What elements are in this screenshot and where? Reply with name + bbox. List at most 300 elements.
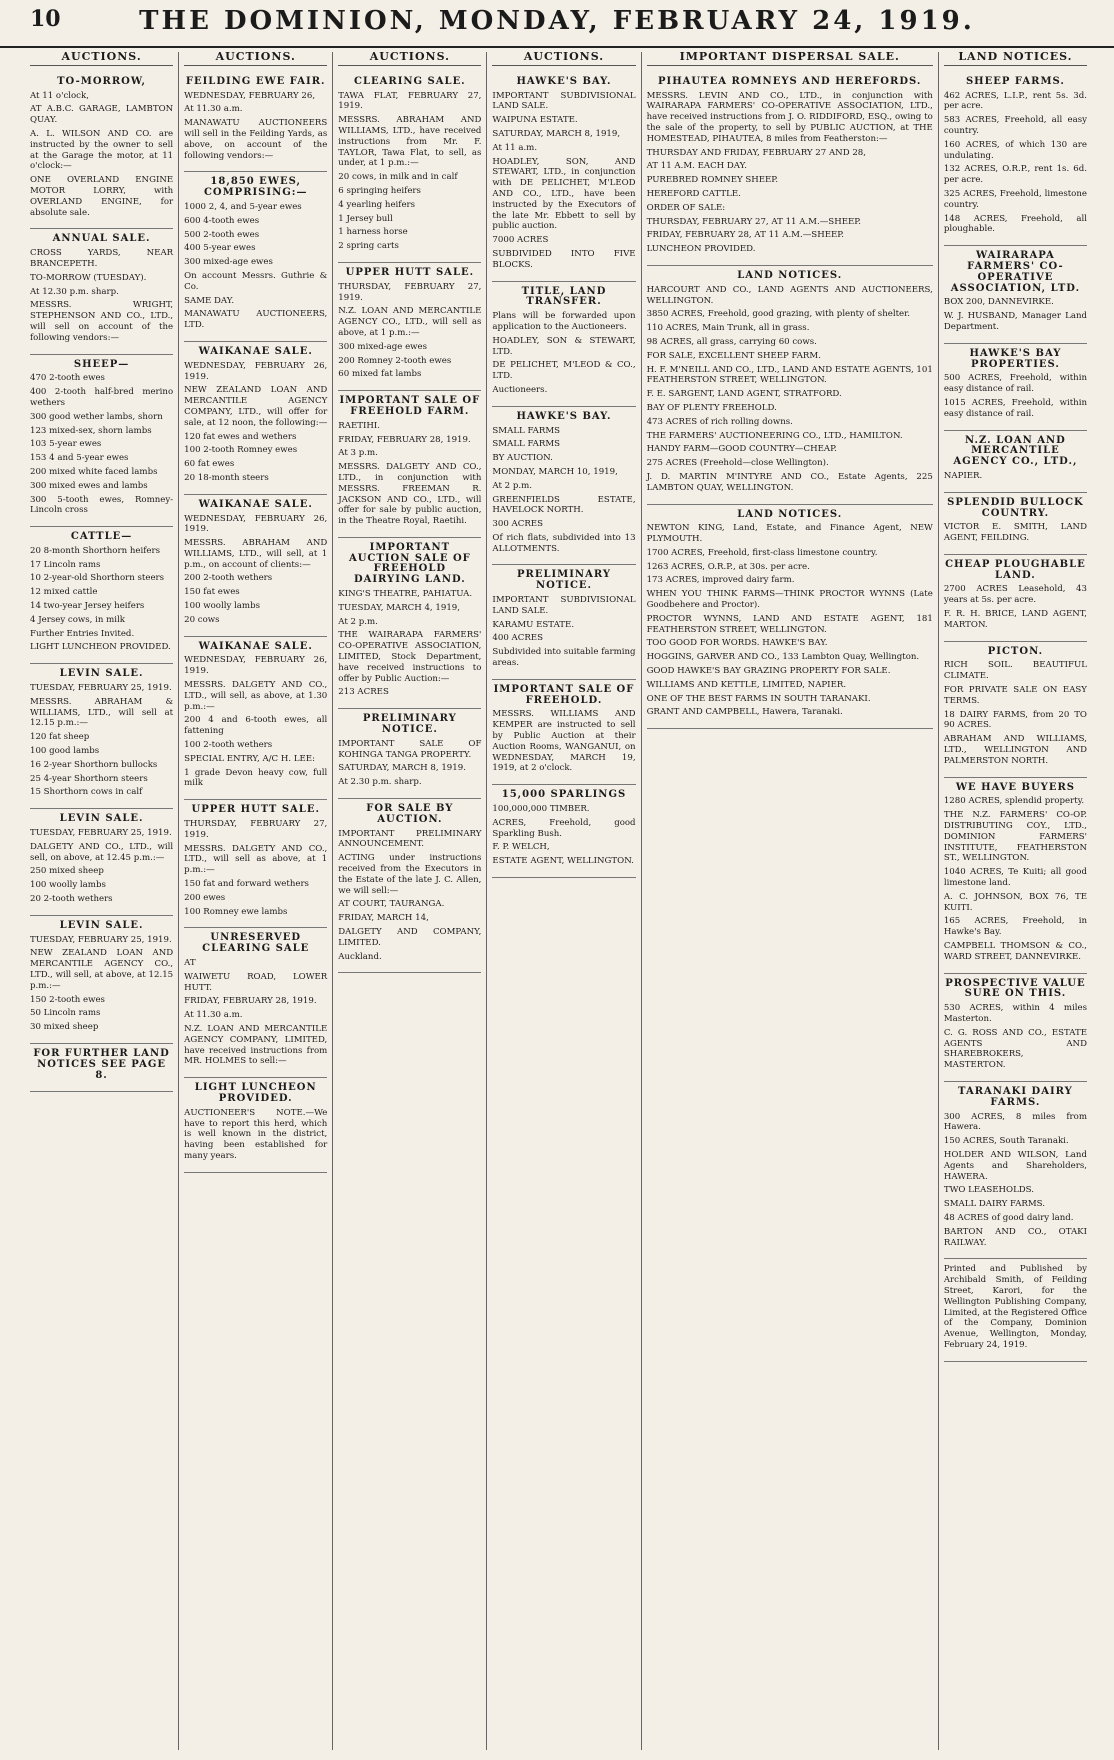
ad-text: 148 ACRES, Freehold, all ploughable. — [943, 213, 1087, 235]
ad-title: SPLENDID BULLOCK COUNTRY. — [947, 496, 1084, 519]
ad-text: NEW ZEALAND LOAN AND MERCANTILE AGENCY CO., LTD., will sell, at above, at 12.15 p.m.:— — [30, 948, 174, 991]
advertisement — [338, 263, 481, 391]
ad-title: HAWKE'S BAY. — [516, 410, 612, 422]
ad-text: TAWA FLAT, FEBRUARY 27, 1919. — [338, 90, 482, 112]
ad-text: NAPIER. — [943, 470, 983, 481]
ad-text: J. D. MARTIN M'INTYRE AND CO., Estate Agents, 225 LAMBTON QUAY, WELLINGTON. — [646, 471, 933, 493]
ad-text: SMALL DAIRY FARMS. — [943, 1199, 1045, 1210]
ad-title: CATTLE— — [70, 531, 133, 543]
ad-text: MONDAY, MARCH 10, 1919, — [492, 466, 618, 477]
ad-text: THURSDAY, FEBRUARY 27, 1919. — [184, 819, 328, 840]
ad-text: 120 fat sheep — [30, 732, 90, 743]
ad-text: 160 ACRES, of which 130 are undulating. — [943, 139, 1087, 161]
advertisement — [944, 778, 1087, 974]
ad-title: UNRESERVED CLEARING SALE — [202, 932, 310, 955]
ad-text: NEW ZEALAND LOAN AND MERCANTILE AGENCY COMPANY, LTD., will offer for sale, at 12 noon, the following:— — [184, 385, 328, 428]
ad-text: 150 ACRES, South Taranaki. — [943, 1136, 1069, 1147]
ad-text: DE PELICHET, M'LEOD & CO., LTD. — [492, 360, 636, 382]
ad-title: CHEAP PLOUGHABLE LAND. — [945, 558, 1086, 581]
ad-text: 123 mixed-sex, shorn lambs — [30, 425, 152, 436]
advertisement — [184, 72, 327, 173]
ad-text: At 2.30 p.m. sharp. — [338, 777, 422, 788]
ad-text: TUESDAY, FEBRUARY 25, 1919. — [30, 934, 172, 945]
ad-text: TWO LEASEHOLDS. — [943, 1185, 1034, 1196]
ad-text: LUNCHEON PROVIDED. — [646, 244, 756, 255]
column-3 — [333, 52, 487, 1750]
ad-text: HOLDER AND WILSON, Land Agents and Shareholders, HAWERA. — [943, 1149, 1087, 1182]
ad-title: UPPER HUTT SALE. — [191, 804, 320, 816]
ad-title: WAIKANAE SALE. — [198, 498, 313, 510]
ad-title: UPPER HUTT SALE. — [345, 266, 475, 278]
ad-title: PROSPECTIVE VALUE SURE ON THIS. — [945, 977, 1086, 1000]
advertisement — [30, 664, 173, 809]
advertisement — [647, 505, 933, 730]
ad-text: 150 fat and forward wethers — [184, 879, 309, 890]
ad-text: 12 mixed cattle — [30, 587, 98, 598]
ad-title: TO-MORROW, — [57, 75, 147, 87]
column-heading: IMPORTANT DISPERSAL SALE. — [647, 52, 933, 66]
ad-text: PUREBRED ROMNEY SHEEP. — [646, 175, 779, 186]
ad-text: KING'S THEATRE, PAHIATUA. — [338, 589, 473, 600]
ad-text: ONE OVERLAND ENGINE MOTOR LORRY, with OVERLAND ENGINE, for absolute sale. — [30, 175, 174, 218]
ad-text: 300 mixed-age ewes — [184, 257, 273, 268]
ad-title: HAWKE'S BAY. — [516, 75, 612, 87]
ad-text: At 11 a.m. — [492, 142, 538, 153]
ad-text: 10 2-year-old Shorthorn steers — [30, 573, 165, 584]
ad-text: 18 DAIRY FARMS, from 20 TO 90 ACRES. — [943, 709, 1087, 731]
ad-text: 25 4-year Shorthorn steers — [30, 773, 148, 784]
advertisement — [30, 527, 173, 664]
ad-text: VICTOR E. SMITH, LAND AGENT, FEILDING. — [943, 522, 1087, 544]
advertisement — [944, 1259, 1087, 1361]
ad-text: WAIWETU ROAD, LOWER HUTT. — [184, 971, 328, 993]
ad-text: 17 Lincoln rams — [30, 559, 101, 570]
ad-text: ESTATE AGENT, WELLINGTON. — [492, 856, 634, 867]
ad-text: 60 fat ewes — [184, 459, 235, 470]
ad-title: CLEARING SALE. — [354, 75, 466, 87]
ad-text: 14 two-year Jersey heifers — [30, 601, 145, 612]
ad-text: 200 4 and 6-tooth ewes, all fattening — [184, 715, 328, 737]
ad-text: H. F. M'NEILL AND CO., LTD., LAND AND ESTATE AGENTS, 101 FEATHERSTON STREET, WELLINGTON. — [646, 364, 933, 386]
advertisement — [30, 355, 173, 528]
ad-text: MANAWATU AUCTIONEERS, LTD. — [184, 309, 328, 331]
ad-text: NEWTON KING, Land, Estate, and Finance Agent, NEW PLYMOUTH. — [646, 523, 933, 545]
ad-text: HOADLEY, SON & STEWART, LTD. — [492, 335, 636, 357]
ad-title: PICTON. — [987, 645, 1044, 657]
ad-text: IMPORTANT SUBDIVISIONAL LAND SALE. — [492, 595, 636, 616]
ad-text: 100,000,000 TIMBER. — [492, 804, 590, 815]
ad-text: 100 Romney ewe lambs — [184, 906, 288, 917]
ad-text: 300 5-tooth ewes, Romney-Lincoln cross — [30, 494, 174, 516]
ad-text: MESSRS. ABRAHAM AND WILLIAMS, LTD., have received instructions from Mr. F. TAYLOR, Tawa Flat, to sell, as under, at 1 p.m.:— — [338, 115, 482, 169]
ad-text: 250 mixed sheep — [30, 866, 104, 877]
ad-text: 500 2-tooth ewes — [184, 229, 260, 240]
advertisement — [944, 642, 1087, 778]
advertisement — [338, 799, 481, 973]
ad-text: RICH SOIL. BEAUTIFUL CLIMATE. — [943, 660, 1087, 682]
ad-text: 100 woolly lambs — [30, 880, 106, 891]
ad-text: HARCOURT AND CO., LAND AGENTS AND AUCTIONEERS, WELLINGTON. — [646, 284, 933, 306]
advertisement — [944, 431, 1087, 493]
ad-title: LEVIN SALE. — [59, 813, 144, 825]
ad-title: ANNUAL SALE. — [52, 233, 151, 245]
ad-text: SUBDIVIDED INTO FIVE BLOCKS. — [492, 248, 636, 270]
ad-text: AT 11 A.M. EACH DAY. — [646, 161, 747, 172]
ad-text: 300 ACRES — [492, 519, 543, 530]
ad-text: 153 4 and 5-year ewes — [30, 453, 129, 464]
ad-text: N.Z. LOAN AND MERCANTILE AGENCY COMPANY, LIMITED, have received instructions from MR. HOLMES to sell:— — [184, 1023, 328, 1067]
advertisement — [338, 709, 481, 799]
ad-text: FRIDAY, FEBRUARY 28, 1919. — [338, 434, 471, 445]
ad-text: 1 harness horse — [338, 227, 408, 238]
advertisement — [944, 1082, 1087, 1259]
masthead — [0, 0, 1114, 48]
ad-text: 60 mixed fat lambs — [338, 369, 422, 380]
column-heading: AUCTIONS. — [30, 52, 173, 66]
ad-text: BY AUCTION. — [492, 453, 553, 464]
ad-text: At 12.30 p.m. sharp. — [30, 286, 119, 297]
advertisement — [492, 680, 635, 785]
ad-title: TARANAKI DAIRY FARMS. — [958, 1085, 1073, 1108]
ad-text: 7000 ACRES — [492, 235, 549, 246]
ad-text: Printed and Published by Archibald Smith, of Feilding Street, Karori, for the Wellington Publishing Company, Limited, at the Registered Office of the Company, Dominion Avenue, Wellington, Monday, February 24, 1919. — [943, 1264, 1087, 1350]
ad-text: Auckland. — [338, 951, 382, 962]
ad-title: FEILDING EWE FAIR. — [185, 75, 326, 87]
ad-text: FRIDAY, MARCH 14, — [338, 913, 429, 924]
advertisement — [184, 1078, 327, 1173]
ad-text: TOO GOOD FOR WORDS. HAWKE'S BAY. — [646, 638, 828, 649]
advertisement — [944, 974, 1087, 1082]
ad-text: ORDER OF SALE: — [646, 202, 726, 213]
ad-text: SMALL FARMS — [492, 439, 561, 450]
ad-text: 1000 2, 4, and 5-year ewes — [184, 201, 302, 212]
column-4 — [487, 52, 641, 1750]
ad-text: KARAMU ESTATE. — [492, 619, 575, 630]
ad-text: TUESDAY, MARCH 4, 1919, — [338, 602, 461, 613]
advertisement — [30, 916, 173, 1044]
ad-text: Of rich flats, subdivided into 13 ALLOTMENTS. — [492, 532, 636, 554]
ad-text: 100 woolly lambs — [184, 601, 260, 612]
advertisement — [944, 72, 1087, 246]
advertisement — [30, 1044, 173, 1092]
ad-text: 4 yearling heifers — [338, 199, 416, 210]
ad-title: 15,000 SPARLINGS — [501, 789, 627, 801]
ad-text: AT A.B.C. GARAGE, LAMBTON QUAY. — [30, 104, 174, 126]
ad-text: THE FARMERS' AUCTIONEERING CO., LTD., HAMILTON. — [646, 430, 903, 441]
ad-text: 48 ACRES of good dairy land. — [943, 1212, 1074, 1223]
ad-text: 16 2-year Shorthorn bullocks — [30, 759, 158, 770]
ad-text: 200 2-tooth wethers — [184, 573, 273, 584]
ad-title: PRELIMINARY NOTICE. — [362, 713, 457, 736]
ad-title: FOR FURTHER LAND NOTICES SEE PAGE 8. — [33, 1047, 170, 1081]
ad-text: HANDY FARM—GOOD COUNTRY—CHEAP. — [646, 444, 837, 455]
ad-text: 200 Romney 2-tooth ewes — [338, 355, 452, 366]
advertisement — [647, 72, 933, 266]
advertisement — [30, 72, 173, 230]
ad-text: At 11.30 a.m. — [184, 1010, 243, 1021]
ad-text: SMALL FARMS — [492, 425, 561, 436]
ad-text: 20 18-month steers — [184, 472, 269, 483]
column-6 — [939, 52, 1092, 1750]
ad-title: IMPORTANT SALE OF FREEHOLD FARM. — [339, 395, 481, 417]
advertisement — [338, 391, 481, 538]
ad-title: HAWKE'S BAY PROPERTIES. — [969, 347, 1062, 370]
ad-text: 462 ACRES, L.I.P., rent 5s. 3d. per acre. — [943, 90, 1087, 112]
ad-text: 50 Lincoln rams — [30, 1008, 101, 1019]
ad-title: LIGHT LUNCHEON PROVIDED. — [194, 1082, 317, 1104]
column-heading: LAND NOTICES. — [944, 52, 1087, 66]
ad-text: SATURDAY, MARCH 8, 1919, — [492, 128, 621, 139]
ad-title: SHEEP— — [73, 358, 130, 370]
column-2 — [179, 52, 333, 1750]
ad-text: MESSRS. ABRAHAM AND WILLIAMS, LTD., will sell, at 1 p.m., on account of clients:— — [184, 538, 328, 570]
ad-text: 4 Jersey cows, in milk — [30, 614, 126, 625]
ad-text: BAY OF PLENTY FREEHOLD. — [646, 402, 777, 413]
ad-title: IMPORTANT AUCTION SALE OF FREEHOLD DAIRYING LAND. — [348, 541, 471, 586]
ad-title: LAND NOTICES. — [737, 508, 843, 520]
ad-text: Plans will be forwarded upon application to the Auctioneers. — [492, 311, 636, 332]
ad-text: MESSRS. DALGETY AND CO., LTD., in conjunction with MESSRS. FREEMAN R. JACKSON AND CO., LTD., will offer for sale by public auction, in the Theatre Royal, Raetihi. — [338, 462, 482, 527]
ad-title: N.Z. LOAN AND MERCANTILE AGENCY CO., LTD., — [953, 434, 1078, 468]
ad-text: SPECIAL ENTRY, A/C H. LEE: — [184, 753, 315, 764]
advertisement — [184, 637, 327, 801]
ad-text: 400 ACRES — [492, 633, 543, 644]
ad-text: A. C. JOHNSON, BOX 76, TE KUITI. — [943, 891, 1087, 913]
advertisement — [492, 282, 635, 407]
ad-text: F. P. WELCH, — [492, 842, 550, 853]
ad-text: ONE OF THE BEST FARMS IN SOUTH TARANAKI. — [646, 693, 871, 704]
ad-text: SAME DAY. — [184, 295, 235, 306]
ad-text: 300 mixed ewes and lambs — [30, 480, 148, 491]
ad-text: MESSRS. DALGETY AND CO., LTD., will sell as above, at 1 p.m.:— — [184, 843, 328, 876]
column-heading: AUCTIONS. — [184, 52, 327, 66]
ad-text: PROCTOR WYNNS, LAND AND ESTATE AGENT, 181 FEATHERSTON STREET, WELLINGTON. — [646, 613, 933, 635]
ad-text: FOR PRIVATE SALE ON EASY TERMS. — [943, 685, 1087, 706]
ad-text: WEDNESDAY, FEBRUARY 26, — [184, 90, 316, 101]
column-5 — [642, 52, 939, 1750]
ad-text: Further Entries Invited. — [30, 628, 135, 639]
ad-text: WEDNESDAY, FEBRUARY 26, 1919. — [184, 360, 328, 382]
ad-text: 1263 ACRES, O.R.P., at 30s. per acre. — [646, 561, 810, 572]
ad-text: 470 2-tooth ewes — [30, 373, 105, 384]
ad-text: GRANT AND CAMPBELL, Hawera, Taranaki. — [646, 707, 843, 718]
ad-text: LIGHT LUNCHEON PROVIDED. — [30, 642, 171, 653]
ad-text: 530 ACRES, within 4 miles Masterton. — [943, 1003, 1087, 1024]
ad-text: MESSRS. WILLIAMS AND KEMPER are instructed to sell by Public Auction at their Auction Rooms, WANGANUI, on WEDNESDAY, MARCH 19, 1919, at 2 o'clock. — [492, 709, 636, 774]
ad-text: WEDNESDAY, FEBRUARY 26, 1919. — [184, 513, 328, 535]
ad-text: MESSRS. LEVIN AND CO., LTD., in conjunction with WAIRARAPA FARMERS' CO-OPERATIVE ASSOCIATION, LTD., have received instructions from J. O. RIDDIFORD, ESQ., owing to the sale of the property, to sell by PUBLIC AUCTION, at THE HOMESTEAD, PIHAUTEA, 8 miles from Featherston:— — [646, 90, 933, 144]
ad-text: 100 good lambs — [30, 746, 100, 757]
ad-text: TUESDAY, FEBRUARY 25, 1919. — [30, 828, 172, 839]
ad-title: TITLE, LAND TRANSFER. — [521, 285, 607, 308]
ad-text: At 2 p.m. — [338, 616, 378, 627]
ad-title: 18,850 EWES, COMPRISING:— — [203, 176, 308, 199]
advertisement — [944, 555, 1087, 642]
ad-text: 165 ACRES, Freehold, in Hawke's Bay. — [943, 916, 1087, 938]
ad-text: THURSDAY AND FRIDAY, FEBRUARY 27 AND 28, — [646, 147, 866, 158]
ad-title: PIHAUTEA ROMNEYS AND HEREFORDS. — [658, 75, 922, 87]
ad-text: 1700 ACRES, Freehold, first-class limestone country. — [646, 547, 878, 558]
ad-text: CAMPBELL THOMSON & CO., WARD STREET, DANNEVIRKE. — [943, 941, 1087, 962]
ad-text: 1015 ACRES, Freehold, within easy distance of rail. — [943, 397, 1087, 419]
ad-text: MESSRS. ABRAHAM & WILLIAMS, LTD., will sell at 12.15 p.m.:— — [30, 696, 174, 729]
ad-text: 473 ACRES of rich rolling downs. — [646, 416, 793, 427]
ad-text: FRIDAY, FEBRUARY 28, 1919. — [184, 996, 317, 1007]
ad-title: LEVIN SALE. — [59, 919, 144, 931]
ad-text: 325 ACRES, Freehold, limestone country. — [943, 188, 1087, 210]
ad-text: RAETIHI. — [338, 420, 380, 431]
ad-text: HOGGINS, GARVER AND CO., 133 Lambton Quay, Wellington. — [646, 652, 920, 663]
ad-text: 600 4-tooth ewes — [184, 215, 260, 226]
ad-text: 1 Jersey bull — [338, 213, 393, 224]
column-heading: AUCTIONS. — [338, 52, 481, 66]
ad-text: F. E. SARGENT, LAND AGENT, STRATFORD. — [646, 389, 842, 400]
ad-title: LEVIN SALE. — [59, 668, 144, 680]
column-1 — [25, 52, 179, 1750]
ad-text: AUCTIONEER'S NOTE.—We have to report this herd, which is well known in the district, having been established for many years. — [184, 1107, 328, 1161]
advertisement — [184, 928, 327, 1078]
ad-text: 2700 ACRES Leasehold, 43 years at 5s. per acre. — [943, 584, 1087, 606]
ad-text: At 11.30 a.m. — [184, 104, 243, 115]
ad-text: TO-MORROW (TUESDAY). — [30, 272, 147, 283]
ad-text: MANAWATU AUCTIONEERS will sell in the Feilding Yards, as above, on account of the following vendors:— — [184, 118, 328, 161]
ad-text: N.Z. LOAN AND MERCANTILE AGENCY CO., LTD., will sell as above, at 1 p.m.:— — [338, 306, 482, 338]
advertisement — [647, 266, 933, 505]
ad-title: FOR SALE BY AUCTION. — [366, 803, 454, 825]
ad-text: GREENFIELDS ESTATE, HAVELOCK NORTH. — [492, 494, 636, 516]
ad-text: 150 fat ewes — [184, 587, 240, 598]
ad-text: 500 ACRES, Freehold, within easy distance of rail. — [943, 373, 1087, 395]
advertisement — [944, 493, 1087, 555]
ad-text: THE WAIRARAPA FARMERS' CO-OPERATIVE ASSOCIATION, LIMITED, Stock Department, have received instructions to offer by Public Auction:— — [338, 630, 482, 684]
ad-text: 213 ACRES — [338, 687, 389, 698]
ad-text: ABRAHAM AND WILLIAMS, LTD., WELLINGTON AND PALMERSTON NORTH. — [943, 734, 1087, 766]
ad-title: IMPORTANT SALE OF FREEHOLD. — [493, 683, 635, 706]
ad-text: W. J. HUSBAND, Manager Land Department. — [943, 311, 1087, 332]
ad-title: WAIRARAPA FARMERS' CO-OPERATIVE ASSOCIATION, LTD. — [950, 250, 1081, 294]
column-heading: AUCTIONS. — [492, 52, 635, 66]
ad-text: 100 2-tooth Romney ewes — [184, 445, 298, 456]
advertisement — [944, 344, 1087, 431]
ad-text: 150 2-tooth ewes — [30, 994, 105, 1005]
ad-text: 583 ACRES, Freehold, all easy country. — [943, 115, 1087, 136]
ad-text: 100 2-tooth wethers — [184, 740, 273, 751]
ad-text: 1280 ACRES, splendid property. — [943, 796, 1085, 807]
ad-text: HOADLEY, SON, AND STEWART, LTD., in conjunction with DE PELICHET, M'LEOD AND CO., LTD., have been instructed by the Executors of the late Mr. Ebbett to sell by public auction. — [492, 156, 636, 232]
advertisement — [30, 809, 173, 916]
ad-text: A. L. WILSON AND CO. are instructed by the owner to sell at the Garage the motor, at 11 o'clock:— — [30, 128, 174, 172]
ad-text: 20 8-month Shorthorn heifers — [30, 545, 161, 556]
ad-text: 173 ACRES, improved dairy farm. — [646, 575, 795, 586]
advertisement — [338, 72, 481, 263]
ad-text: 200 ewes — [184, 892, 226, 903]
ad-text: At 2 p.m. — [492, 480, 532, 491]
ad-text: 120 fat ewes and wethers — [184, 431, 297, 442]
ad-text: 400 5-year ewes — [184, 243, 256, 254]
ad-text: WHEN YOU THINK FARMS—THINK PROCTOR WYNNS (Late Goodbehere and Proctor). — [646, 589, 933, 611]
ad-text: IMPORTANT PRELIMINARY ANNOUNCEMENT. — [338, 828, 482, 850]
ad-text: FRIDAY, FEBRUARY 28, AT 11 A.M.—SHEEP. — [646, 230, 845, 241]
columns — [25, 52, 1092, 1750]
ad-text: 2 spring carts — [338, 241, 399, 252]
advertisement — [492, 407, 635, 566]
ad-text: AT — [184, 958, 196, 968]
advertisement — [338, 538, 481, 709]
ad-text: 1040 ACRES, Te Kuiti; all good limestone land. — [943, 867, 1087, 889]
ad-title: WE HAVE BUYERS — [955, 781, 1075, 793]
advertisement — [492, 785, 635, 878]
ad-text: 20 cows, in milk and in calf — [338, 172, 458, 183]
page-number: 10 — [30, 6, 61, 32]
advertisement — [184, 495, 327, 637]
ad-text: THE N.Z. FARMERS' CO-OP. DISTRIBUTING COY., LTD., DOMINION FARMERS' INSTITUTE, FEATHERSTON ST., WELLINGTON. — [943, 810, 1087, 864]
advertisement — [184, 800, 327, 928]
ad-text: HEREFORD CATTLE. — [646, 188, 741, 199]
ad-text: ACRES, Freehold, good Sparkling Bush. — [492, 817, 636, 839]
ad-text: 103 5-year ewes — [30, 439, 102, 450]
ad-title: LAND NOTICES. — [737, 269, 843, 281]
ad-text: 110 ACRES, Main Trunk, all in grass. — [646, 323, 810, 334]
ad-text: 30 mixed sheep — [30, 1022, 99, 1033]
ad-text: 300 good wether lambs, shorn — [30, 411, 163, 422]
ad-text: Subdivided into suitable farming areas. — [492, 647, 636, 669]
ad-text: 98 ACRES, all grass, carrying 60 cows. — [646, 336, 817, 347]
ad-text: 15 Shorthorn cows in calf — [30, 787, 143, 798]
ad-text: 1 grade Devon heavy cow, full milk — [184, 767, 328, 789]
ad-text: MESSRS. DALGETY AND CO., LTD., will sell, as above, at 1.30 p.m.:— — [184, 680, 328, 712]
ad-text: SATURDAY, MARCH 8, 1919. — [338, 763, 466, 774]
ad-text: BOX 200, DANNEVIRKE. — [943, 297, 1054, 308]
ad-text: DALGETY AND CO., LTD., will sell, on above, at 12.45 p.m.:— — [30, 841, 174, 863]
ad-text: 300 mixed-age ewes — [338, 341, 428, 352]
ad-text: 300 ACRES, 8 miles from Hawera. — [943, 1111, 1087, 1133]
ad-text: 6 springing heifers — [338, 185, 421, 196]
ad-text: 3850 ACRES, Freehold, good grazing, with plenty of shelter. — [646, 309, 911, 320]
ad-text: 200 mixed white faced lambs — [30, 466, 158, 477]
newspaper-title: THE DOMINION, MONDAY, FEBRUARY 24, 1919. — [139, 6, 975, 36]
ad-text: FOR SALE, EXCELLENT SHEEP FARM. — [646, 350, 821, 361]
ad-text: 132 ACRES, O.R.P., rent 1s. 6d. per acre. — [943, 164, 1087, 186]
advertisement — [492, 565, 635, 679]
ad-text: IMPORTANT SUBDIVISIONAL LAND SALE. — [492, 90, 636, 112]
ad-text: WILLIAMS AND KETTLE, LIMITED, NAPIER. — [646, 679, 847, 690]
ad-text: GOOD HAWKE'S BAY GRAZING PROPERTY FOR SALE. — [646, 666, 891, 677]
ad-title: WAIKANAE SALE. — [198, 640, 313, 652]
advertisement — [184, 172, 327, 342]
ad-text: DALGETY AND COMPANY, LIMITED. — [338, 927, 482, 948]
ad-text: TUESDAY, FEBRUARY 25, 1919. — [30, 683, 172, 694]
ad-text: WAIPUNA ESTATE. — [492, 115, 578, 126]
ad-text: Auctioneers. — [492, 384, 548, 395]
ad-text: ACTING under instructions received from the Executors in the Estate of the late J. C. Allen, we will sell:— — [338, 853, 482, 896]
ad-text: 20 2-tooth wethers — [30, 894, 113, 905]
ad-text: IMPORTANT SALE OF KOHINGA TANGA PROPERTY. — [338, 738, 482, 760]
ad-text: THURSDAY, FEBRUARY 27, 1919. — [338, 281, 482, 303]
ad-title: PRELIMINARY NOTICE. — [517, 569, 611, 592]
ad-text: F. R. H. BRICE, LAND AGENT, MARTON. — [943, 609, 1087, 630]
advertisement — [184, 342, 327, 495]
ad-title: SHEEP FARMS. — [965, 75, 1065, 87]
ad-text: 275 ACRES (Freehold—close Wellington). — [646, 458, 829, 469]
advertisement — [30, 229, 173, 354]
ad-text: 20 cows — [184, 614, 220, 625]
ad-text: BARTON AND CO., OTAKI RAILWAY. — [943, 1226, 1087, 1248]
advertisement — [492, 72, 635, 282]
ad-text: THURSDAY, FEBRUARY 27, AT 11 A.M.—SHEEP. — [646, 216, 862, 227]
advertisement — [944, 246, 1087, 344]
ad-text: At 3 p.m. — [338, 448, 378, 459]
ad-text: WEDNESDAY, FEBRUARY 26, 1919. — [184, 655, 328, 677]
